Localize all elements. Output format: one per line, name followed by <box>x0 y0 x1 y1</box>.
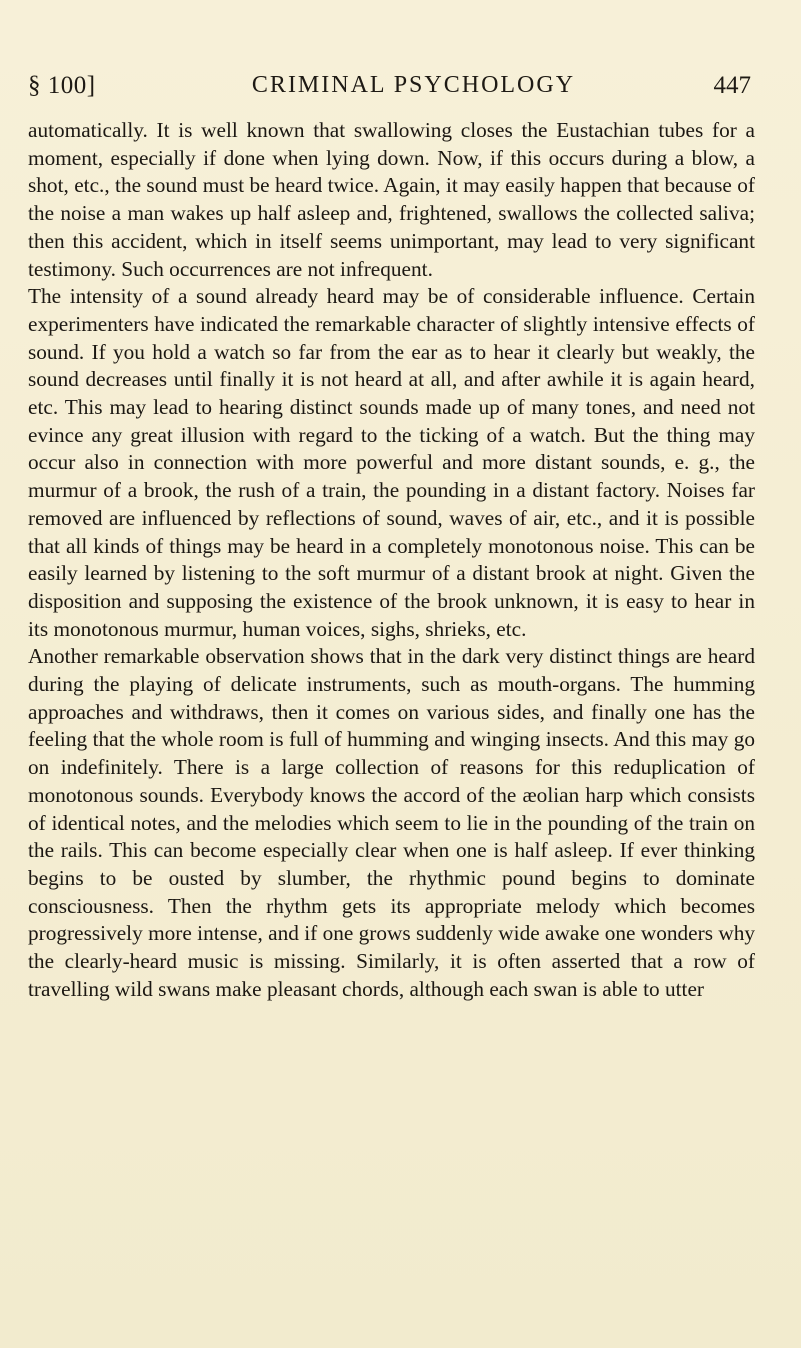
running-head <box>28 72 779 106</box>
running-title: CRIMINAL PSYCHOLOGY <box>251 72 576 98</box>
paragraph-dark-observation: Another remarkable observation shows that in the dark very distinct things are heard during the playing of delicate instruments, such as mouth-organs. The humming approaches and withdraws, then it comes on various sides, and finally one has the feeling that the whole room is full of humming and winging insects. And this may go on indefinitely. There is a large collection of reasons for this reduplication of monotonous sounds. Everybody knows the accord of the æolian harp which consists of identical notes, and the melodies which seem to lie in the pounding of the train on the rails. This can become especially clear when one is half asleep. If ever thinking begins to be ousted by slumber, the rhythmic pound begins to dominate consciousness. Then the rhythm gets its appropriate melody which becomes progressively more intense, and if one grows suddenly wide awake one wonders why the clearly-heard music is missing. Similarly, it is often asserted that a row of travelling wild swans make pleasant chords, although each swan is able to utter <box>28 644 755 1001</box>
body-text <box>28 117 755 1004</box>
page-number: 447 <box>713 72 751 99</box>
section-marker: § 100] <box>28 72 96 99</box>
paragraph-continued: automatically. It is well known that swallowing closes the Eustachian tubes for a moment, especially if done when lying down. Now, if this occurs during a blow, a shot, etc., the sound must be heard twice. Again, it may easily happen that because of the noise a man wakes up half asleep and, frightened, swallows the collected saliva; then this accident, which in itself seems unimportant, may lead to very significant testimony. Such occurrences are not infrequent. <box>28 118 755 281</box>
paragraph-sound-intensity: The intensity of a sound already heard may be of considerable influence. Certain experimenters have indicated the remarkable character of slightly intensive effects of sound. If you hold a watch so far from the ear as to hear it clearly but weakly, the sound decreases until finally it is not heard at all, and after awhile it is again heard, etc. This may lead to hearing distinct sounds made up of many tones, and need not evince any great illusion with regard to the ticking of a watch. But the thing may occur also in connection with more powerful and more distant sounds, e. g., the murmur of a brook, the rush of a train, the pounding in a distant factory. Noises far removed are influenced by reflections of sound, waves of air, etc., and it is possible that all kinds of things may be heard in a completely monotonous noise. This can be easily learned by listening to the soft murmur of a distant brook at night. Given the disposition and supposing the existence of the brook unknown, it is easy to hear in its monotonous murmur, human voices, sighs, shrieks, etc. <box>28 284 755 641</box>
